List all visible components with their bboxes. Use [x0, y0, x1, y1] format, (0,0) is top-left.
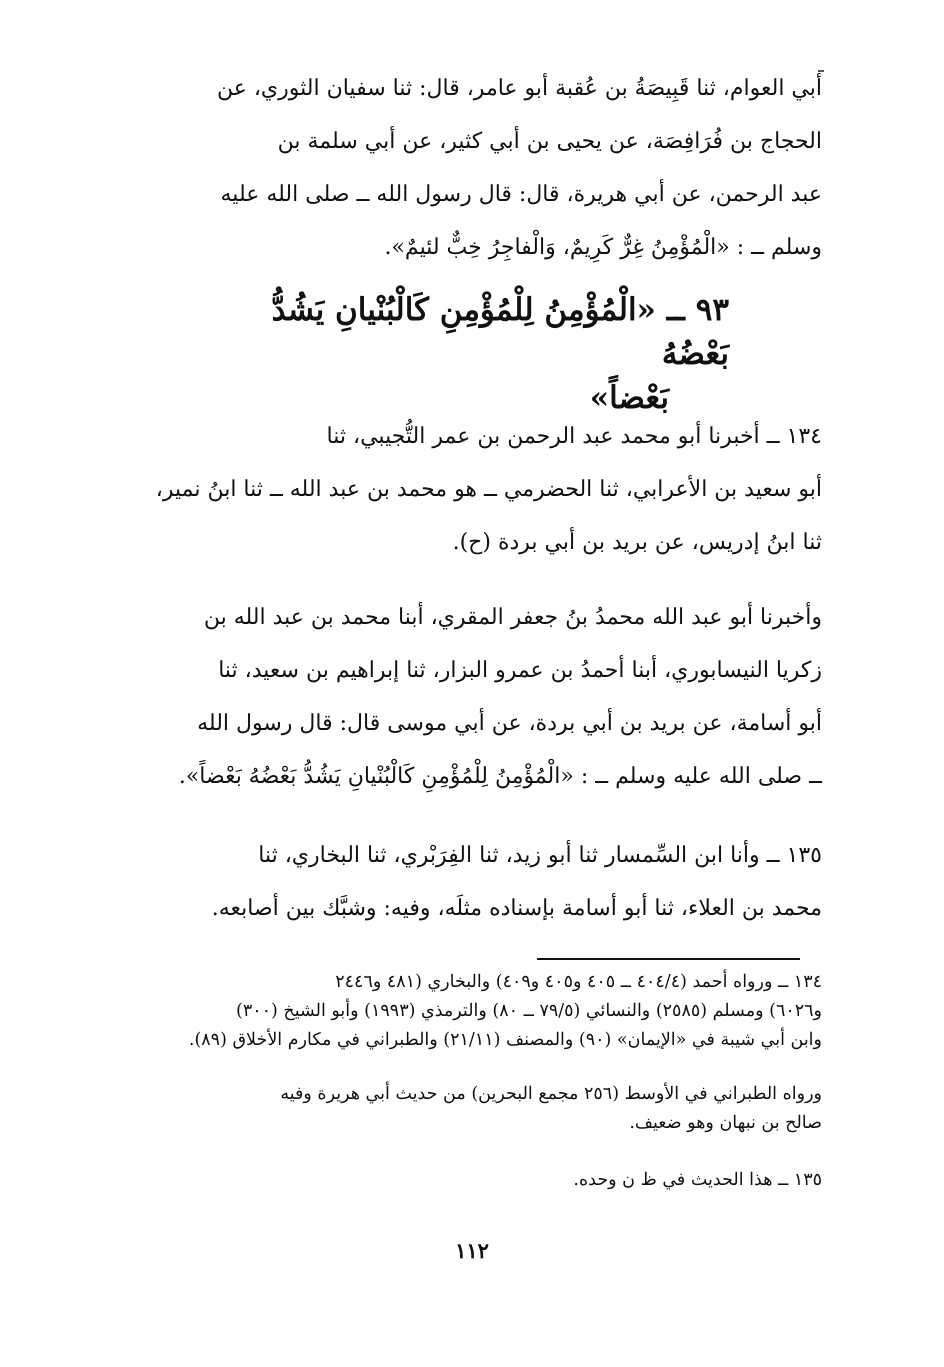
footnote-line: و٦٠٢٦) ومسلم (٢٥٨٥) والنسائي (٧٩/٥ ــ ٨٠) والترمذي (١٩٩٣) وأبو الشيخ (٣٠٠)	[236, 1001, 822, 1021]
text-line: الحجاج بن فُرَافِصَة، عن يحيى بن أبي كثير، عن أبي سلمة بن	[277, 129, 822, 154]
text-line: وأخبرنا أبو عبد الله محمدُ بنُ جعفر المقري، أبنا محمد بن عبد الله بن	[203, 605, 822, 630]
text-line: ١٣٥ ــ وأنا ابن السِّمسار ثنا أبو زيد، ثنا الفِرَبْري، ثنا البخاري، ثنا	[258, 843, 822, 868]
text-line: أبو أسامة، عن بريد بن أبي بردة، عن أبي موسى قال: قال رسول الله	[197, 711, 822, 736]
text-line: ــ صلى الله عليه وسلم ــ : «الْمُؤْمِنُ لِلْمُؤْمِنِ كَالْبُنْيانِ يَشُدُّ بَعْضُهُ بَعْضاً».	[178, 764, 822, 789]
text-line: وسلم ــ : «الْمُؤْمِنُ غِرٌّ كَرِيمٌ، وَالْفاجِرُ خِبٌّ لئيمٌ».	[384, 235, 822, 260]
footnote-line: صالح بن نبهان وهو ضعيف.	[629, 1113, 822, 1133]
text-line: زكريا النيسابوري، أبنا أحمدُ بن عمرو البزار، ثنا إبراهيم بن سعيد، ثنا	[218, 658, 822, 683]
page-number: ١١٢	[455, 1238, 489, 1263]
text-line: ١٣٤ ــ أخبرنا أبو محمد عبد الرحمن بن عمر التُّجيبي، ثنا	[326, 424, 822, 449]
heading-line: ٩٣ ــ «الْمُؤْمِنُ لِلْمُؤْمِنِ كَالْبُنْيانِ يَشُدُّ بَعْضُهُ	[271, 292, 729, 372]
footnote-135	[100, 1166, 822, 1195]
text-line: محمد بن العلاء، ثنا أبو أسامة بإسناده مثلَه، وفيه: وشبَّك بين أصابعه.	[211, 896, 822, 921]
paragraph-1	[100, 62, 822, 274]
heading-line: بَعْضاً»	[589, 380, 669, 416]
text-line: أبي العوام، ثنا قَبِيصَةُ بن عُقبة أبو عامر، قال: ثنا سفيان الثوري، عن	[216, 76, 822, 101]
chapter-heading	[195, 288, 729, 420]
footnote-line: ١٣٥ ــ هذا الحديث في ظ ن وحده.	[573, 1170, 822, 1190]
hadith-134	[100, 410, 822, 569]
text-line: أبو سعيد بن الأعرابي، ثنا الحضرمي ــ هو محمد بن عبد الله ــ ثنا ابنُ نمير،	[155, 477, 822, 502]
footnote-line: وابن أبي شيبة في «الإيمان» (٩٠) والمصنف (٢١/١١) والطبراني في مكارم الأخلاق (٨٩).	[188, 1030, 822, 1050]
text-line: ثنا ابنُ إدريس، عن بريد بن أبي بردة (ح).	[452, 530, 822, 555]
footnote-134-note	[100, 1080, 822, 1138]
text-line: عبد الرحمن، عن أبي هريرة، قال: قال رسول الله ــ صلى الله عليه	[220, 182, 822, 207]
footnote-divider	[537, 958, 800, 960]
hadith-134-second-chain	[100, 591, 822, 803]
footnote-134	[100, 968, 822, 1055]
footnote-line: ١٣٤ ــ ورواه أحمد (٤٠٤/٤ ــ ٤٠٥ و٤٠٥ و٤٠٩) والبخاري (٤٨١ و٢٤٤٦	[335, 972, 822, 992]
footnote-line: ورواه الطبراني في الأوسط (٢٥٦ مجمع البحرين) من حديث أبي هريرة وفيه	[280, 1084, 822, 1104]
hadith-135	[100, 829, 822, 935]
